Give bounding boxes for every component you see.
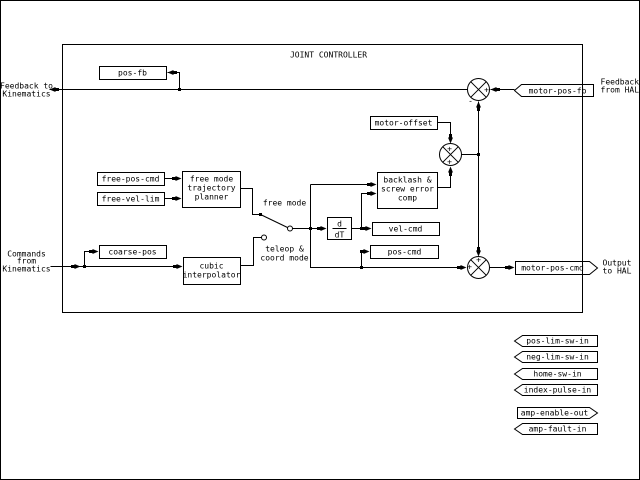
amp-enable-out-pin (518, 408, 598, 419)
cubic-label-2: interpolator (182, 270, 241, 280)
switch-teleop-contact (262, 235, 267, 240)
feedback-to-kinematics-1: Feedback to (0, 81, 53, 91)
free-vel-lim-label: free-vel-lim (101, 194, 160, 204)
motor-pos-cmd-pin (516, 262, 598, 275)
neg-lim-sw-in-label: neg-lim-sw-in (526, 352, 589, 362)
amp-enable-out-label: amp-enable-out (520, 408, 589, 418)
pos-fb-label: pos-fb (118, 68, 147, 78)
pos-cmd-label: pos-cmd (387, 247, 422, 257)
home-sw-in-pin (515, 369, 598, 380)
ddt-denominator: dT (334, 230, 345, 240)
free-mode-label: free mode (262, 198, 307, 208)
teleop-label-1: teleop & (265, 244, 304, 254)
dot-coarse-pos-tap (83, 265, 86, 268)
output-to-hal-1: Output (602, 258, 632, 268)
home-sw-in-label: home-sw-in (533, 369, 582, 379)
motor-pos-fb-label: motor-pos-fb (528, 86, 587, 96)
output-to-hal-2: to HAL (602, 266, 632, 276)
cubic-label-1: cubic (199, 261, 224, 271)
commands-from-kinematics-3: Kinematics (2, 264, 51, 274)
index-pulse-in-pin (515, 385, 598, 396)
backlash-label-1: backlash & (383, 175, 432, 185)
coarse-pos-block (100, 246, 167, 259)
feedback-from-hal-2: from HAL (600, 85, 640, 95)
motor-pos-cmd-label: motor-pos-cmd (521, 263, 584, 273)
vel-cmd-block (373, 223, 440, 236)
ddt-numerator: d (337, 219, 342, 229)
motor-offset-label: motor-offset (374, 118, 433, 128)
motor-pos-fb-pin (515, 85, 594, 97)
feedback-sum-minus: - (468, 96, 473, 106)
backlash-comp-block (378, 173, 438, 209)
switch-pivot-contact (288, 226, 293, 231)
backlash-label-2: screw error (381, 184, 434, 194)
free-vel-lim-block (98, 193, 165, 206)
neg-lim-sw-in-pin (515, 352, 598, 363)
pos-lim-sw-in-label: pos-lim-sw-in (526, 336, 589, 346)
cubic-interpolator-block (183, 258, 241, 285)
planner-label-1: free mode (189, 174, 234, 184)
feedback-to-kinematics-2: Kinematics (2, 89, 51, 99)
commands-from-kinematics-1: Commands (7, 249, 46, 259)
pos-lim-sw-in-pin (515, 336, 598, 347)
amp-fault-in-pin (515, 424, 598, 435)
pos-cmd-block (371, 246, 439, 259)
coarse-pos-label: coarse-pos (108, 247, 157, 257)
feedback-from-hal-1: Feedback (600, 77, 640, 87)
output-sum-plus-top: + (476, 255, 481, 265)
dot-pos-cmd-tap (360, 266, 363, 269)
vel-cmd-label: vel-cmd (388, 224, 423, 234)
motor-offset-block (371, 117, 438, 130)
trajectory-planner-block (183, 172, 241, 208)
dot-pos-fb-tap (178, 88, 181, 91)
ddt-block (328, 218, 352, 240)
amp-fault-in-label: amp-fault-in (528, 424, 587, 434)
planner-label-2: trajectory (187, 183, 236, 193)
teleop-label-2: coord mode (260, 253, 309, 263)
diagram-title: JOINT CONTROLLER (289, 50, 368, 60)
output-sum-plus-left: + (467, 262, 472, 272)
free-pos-cmd-block (98, 173, 165, 186)
offset-sum-plus-top: + (447, 144, 452, 154)
offset-sum-plus-bottom: + (447, 157, 452, 167)
index-pulse-in-label: index-pulse-in (523, 385, 592, 395)
dot-switch-branch (309, 227, 312, 230)
free-pos-cmd-label: free-pos-cmd (101, 174, 160, 184)
pos-fb-block (100, 67, 167, 80)
feedback-sum-plus: + (484, 85, 489, 95)
backlash-label-3: comp (397, 193, 418, 203)
commands-from-kinematics-2: from (16, 256, 37, 266)
planner-label-3: planner (194, 192, 229, 202)
dot-offset-sum-tee (477, 153, 480, 156)
